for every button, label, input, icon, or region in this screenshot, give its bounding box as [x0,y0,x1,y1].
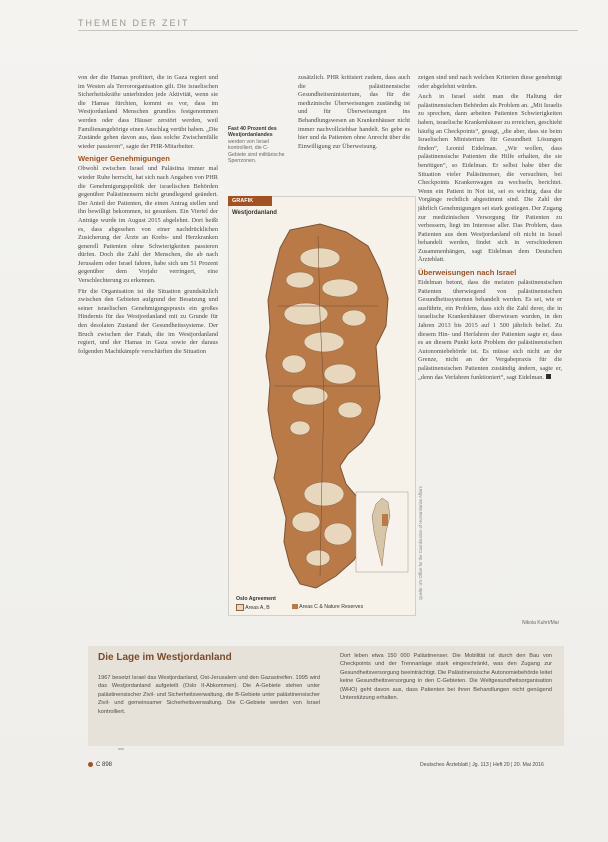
enclave [338,402,362,418]
page-number-text: C 898 [96,762,113,769]
enclave [286,272,314,288]
info-box-text-2: Dort leben etwa 150 000 Palästinenser. Die Mobilität ist durch den Bau von Checkpoints und der Trennanlage stark eingeschränkt, was den Zugang zur Gesundheitsversorgung beeinträchtigt. Die Palästinensische Autonomiebehörde leitet keine Gesundheitsversorgung in den C-Gebieten. Die Weltgesundheitsorganisation (WHO) geht davon aus, dass Patienten bei ihren Behandlungen nicht genügend Unterstützung erhalten. [340,653,552,702]
legend-item-c [292,604,363,610]
map-caption [228,126,286,164]
paragraph: von der die Hamas profitiert, die in Gaza regiert und im Westen als Terrororganisation gilt. Die israelischen Sicherheitskräfte unterbinden jede Aktivität, wenn sie die Hamas fürchten, kommt es vor, dass im Westjordanland Menschen grundlos festgenommen werden oder dass Häuser zerstört werden, weil Familienangehörige einen Anschlag verübt haben. „Die Zustände gehen davon aus, dass solche Zwischenfälle wieder passieren“, sagte der PHR-Mitarbeiter. [78,74,218,150]
caption-text: werden von Israel kontrolliert, die C-Gebiete sind militärische Sperrzonen. [228,138,285,165]
enclave [282,355,306,373]
map-tag: GRAFIK [228,196,272,206]
legend-label-a: Areas A, B [245,604,270,611]
enclave [284,303,328,325]
paragraph: zusätzlich. PHR kritisiert zudem, dass auch die palästinensische Gesundheitsministerium, das für die medizinische Überweisungen zuständig ist und für Überweisungen ins Behandlungswesen an Krankenhäuser nicht immer nachvollziehbar handelt. So gebe es hier und da Patienten ohne Anrecht über die Einwilligung zur Überweisung. [298,74,410,150]
page-dot-icon [88,762,93,767]
legend-label-c: Areas C & Nature Reserves [299,604,364,610]
enclave [306,550,330,566]
enclave [292,387,328,405]
section-header: THEMEN DER ZEIT [78,18,190,28]
legend-item-a [236,604,270,611]
enclave [300,248,340,268]
caption-title: Fast 40 Prozent des Westjordanlandes [228,126,277,139]
enclave [322,279,358,297]
paragraph: zeigen sind und nach welchen Kriterien diese genehmigt oder abgelehnt würden. [418,74,562,90]
article-column-3 [418,74,562,614]
paragraph-text: Eidelman betont, dass die meisten palästinensischen Patienten überwiegend von palästinensischen Gesundheitssystemen behandelt werden. Es sei, wie er ausführte, ein Problem, dass sich die Zahl derer, die in israelische Krankenhäuser überwiesen wurden, in den Jahren 2013 bis 2015 auf 1 500 jährlich belief. Zu diesem Hin- und Herfahren der Patienten sagte er, dass es an diesem Punkt kein Problem der palästinensischen Autonomiebehörde ist. Es müsse sich nicht an der Grenze, nicht an der Vergabepraxis für die palästinensischen Patienten zuständig ändern, sagte er, „denn das Verfahren funktioniert“, sagt Eidelman. [418,279,562,381]
enclave [324,523,352,545]
author-credit: Nikola Kuhrt/Mai [522,620,559,626]
map-source: Quelle: UN Office for the Coordination of Humanitarian Affairs [418,486,423,600]
enclave [342,310,366,326]
inset-highlight [382,514,388,526]
west-bank-map [228,196,414,614]
enclave [304,332,344,352]
enclave [290,421,310,435]
inset-map [356,492,408,572]
subheading-weniger-genehmigungen: Weniger Genehmigungen [78,154,170,164]
enclave [292,512,320,532]
map-title: Westjordanland [232,210,277,216]
page-number [88,762,112,768]
end-square-icon [546,374,551,379]
enclave [324,364,356,384]
paragraph: Auch in Israel sieht man die Haltung der palästinensischen Behörden als Problem an. „Mit Israelis zu sprechen, dann arbeiten Patienten Schwierigkeiten haben, israelische Krankenhäuser zu erreichen, geschieht häufig an Checkpoints“, gesagt, „die aber, dass sie beim Israelischen Ministerium für Gesundheit Lösungen finden“, Leonid Eidelman. „Wir wollen, dass palästinensische Patienten die Hilfe erhalten, die sie benötigen“, so Eidelman. Er selbst habe über die Situation vieler Palästinenser, die versuchten, bei Checkpoints Krankenwagen zu wechseln, berichtet. Wenn ein Patient in Not ist, sei es wichtig, dass die Vorgänge rechtlich abgestimmt sind. Die Zahl der jährlich Genehmigungen sei stark gestiegen. Der Zugang zur medizinischen Versorgung für Patienten zu verbessern, liegt im Interesse aller. Das Problem, dass Patienten aus dem Westjordanland oft nicht in Israel behandelt werden, findet sich in verschiedenen Zusammenhängen, sagt Eidelman dem Deutschen Ärzteblatt. [418,93,562,264]
legend-title: Oslo Agreement [236,596,276,602]
paragraph: Für die Organisation ist die Situation grundsätzlich zwischen den Gebieten aufgrund der Besatzung und seiner israelischen Genehmigungspraxis ein großes Hindernis für das Westjordanland mit zu Grunde für den desolaten Zustand der Gesundheitssysteme. Der Bruch zwischen der Fatah, die im Westjordanland regiert, und der Hamas in Gaza sowie der daraus folgenden Machtkämpfe verschärften die Situation [78,287,218,355]
scan-mark [118,748,124,750]
legend-swatch-land [292,604,298,609]
enclave [304,482,344,506]
article-column-2 [298,74,410,184]
journal-info: Deutsches Ärzteblatt | Jg. 113 | Heft 20 | 20. Mai 2016 [420,762,544,768]
header-rule [78,30,578,31]
paragraph: Obwohl zwischen Israel und Palästina immer mal wieder Ruhe herrscht, hat sich nach Angaben von PHR die Genehmigungspolitik der israelischen Behörden gegenüber Palästinensern nicht grundlegend geändert. Der Anteil der Patienten, die einen Antrag stellen und ihn bewilligt bekommen, ist gesunken. Ein Viertel der Anträge wurde im August 2015 abgelehnt. Dort heißt es, dass abgesehen von einer nachdrücklichen Zusicherung der Ärzte an Krebs- und Herzkranken generell Patienten ohne Schwierigkeiten passieren dürfen. Doch die Zahl der Menschen, die ab nach Jerusalem oder Israel fahren, habe sich um 51 Prozent gegenüber dem Vorjahr verringert, eine Verschlechterung zu erkennen. [78,165,218,285]
subheading-ueberweisungen: Überweisungen nach Israel [418,268,517,278]
paragraph [418,279,562,382]
info-box-title: Die Lage im Westjordanland [98,652,232,663]
info-box-text-1: 1967 besetzt Israel das Westjordanland, Ost-Jerusalem und den Gazastreifen. 1995 wird das Westjordanland aufgeteilt (Oslo II-Abkommen). Die A-Gebiete stehen unter palästinensischer Zivil- und Sicherheitsverwaltung, die B-Gebiete unter palästinensischer Zivil- und gemeinsamer Sicherheitsverwaltung. Die C-Gebiete werden von Israel kontrolliert. [98,675,320,715]
legend-swatch-enclave [236,604,244,611]
article-column-1 [78,74,218,614]
